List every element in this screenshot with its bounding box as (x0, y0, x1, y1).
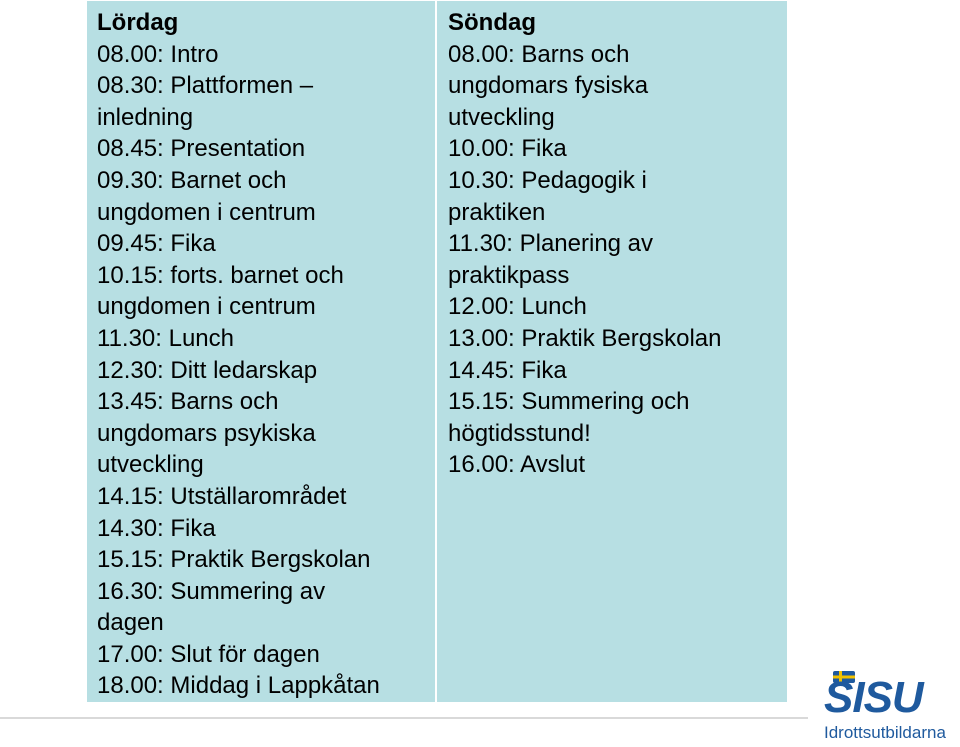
schedule-line: utveckling (448, 103, 555, 131)
schedule-line: 09.45: Fika (97, 230, 216, 258)
schedule-line: 09.30: Barnet och (97, 166, 287, 194)
schedule-line: ungdomen i centrum (97, 198, 316, 226)
schedule-line: praktikpass (448, 261, 570, 289)
schedule-line: 15.15: Summering och (448, 388, 690, 416)
sunday-column (437, 1, 787, 702)
schedule-line: ungdomars psykiska (97, 419, 316, 447)
logo-tagline: Idrottsutbildarna (824, 723, 946, 742)
schedule-line: inledning (97, 103, 194, 131)
schedule-line: ungdomars fysiska (448, 72, 649, 100)
schedule-line: 16.30: Summering av (97, 577, 326, 605)
logo-wordmark: SISU (824, 673, 923, 722)
schedule-line: 15.15: Praktik Bergskolan (97, 546, 371, 574)
schedule-line: 11.30: Lunch (97, 324, 235, 352)
schedule-line: högtidsstund! (448, 419, 591, 447)
schedule-line: praktiken (448, 198, 546, 226)
schedule-line: 10.30: Pedagogik i (448, 166, 647, 194)
schedule-line: 12.30: Ditt ledarskap (97, 356, 318, 384)
schedule-line: 14.15: Utställarområdet (97, 482, 347, 510)
schedule-line: 18.00: Middag i Lappkåtan (97, 672, 380, 700)
saturday-heading: Lördag (97, 9, 179, 36)
sunday-entries (448, 39, 777, 481)
schedule-line: 16.00: Avslut (448, 451, 585, 479)
schedule-line: 17.00: Slut för dagen (97, 640, 320, 668)
schedule-line: utveckling (97, 451, 204, 479)
schedule-line: ungdomen i centrum (97, 293, 316, 321)
schedule-line: 08.00: Intro (97, 40, 219, 68)
schedule-line: 08.45: Presentation (97, 135, 306, 163)
schedule-line: 14.30: Fika (97, 514, 216, 542)
sunday-heading: Söndag (448, 9, 536, 36)
saturday-entries (97, 39, 425, 702)
schedule-line: 11.30: Planering av (448, 230, 654, 258)
sisu-logo (816, 671, 960, 747)
schedule-line: 13.00: Praktik Bergskolan (448, 324, 722, 352)
schedule-line: 14.45: Fika (448, 356, 567, 384)
schedule-line: 12.00: Lunch (448, 293, 587, 321)
schedule-table (87, 0, 787, 702)
schedule-line: 13.45: Barns och (97, 388, 279, 416)
saturday-column (87, 1, 435, 702)
schedule-line: 10.15: forts. barnet och (97, 261, 344, 289)
schedule-line: 08.00: Barns och (448, 40, 630, 68)
footer-divider (0, 717, 808, 719)
schedule-line: 08.30: Plattformen – (97, 72, 314, 100)
schedule-line: dagen (97, 609, 164, 637)
schedule-line: 10.00: Fika (448, 135, 567, 163)
